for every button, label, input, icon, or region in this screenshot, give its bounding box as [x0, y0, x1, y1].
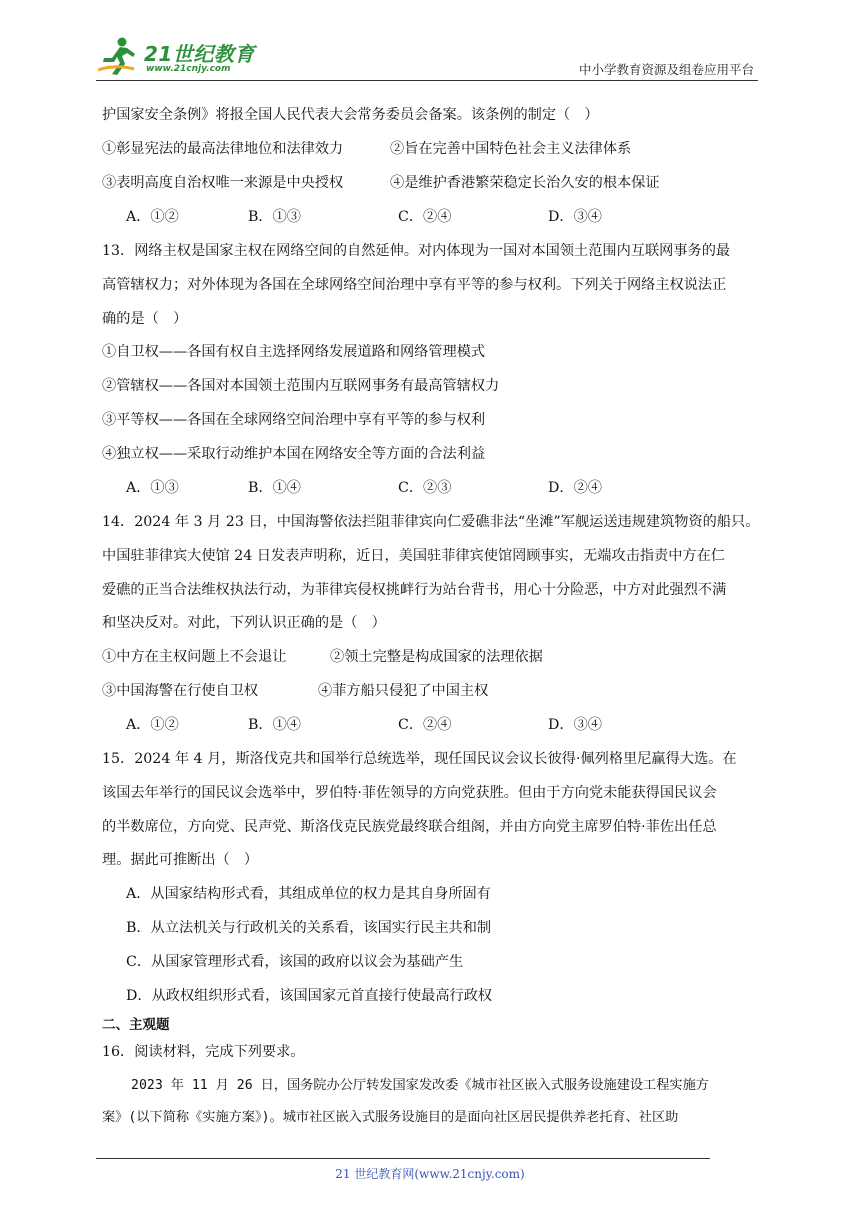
q12-option-a: A．①②: [126, 209, 179, 225]
q13-option-c: C．②③: [398, 480, 452, 496]
q13-item: ④独立权——采取行动维护本国在网络安全等方面的合法利益: [102, 446, 486, 462]
q16-material-line: 案》(以下简称《实施方案》)。城市社区嵌入式服务设施目的是面向社区居民提供养老托育、社区助: [102, 1110, 679, 1125]
q13-stem-line: 确的是（ ）: [102, 311, 188, 327]
q13-item: ②管辖权——各国对本国领土范围内互联网事务有最高管辖权力: [102, 378, 500, 394]
q14-item: ③中国海警在行使自卫权: [102, 683, 259, 699]
q13-option-b: B．①④: [248, 480, 301, 496]
q15-option-d: D．从政权组织形式看，该国国家元首直接行使最高行政权: [126, 988, 493, 1004]
q15-stem-line: 理。据此可推断出（ ）: [102, 852, 259, 868]
q14-stem-line: 和坚决反对。对此，下列认识正确的是（ ）: [102, 615, 386, 631]
q12-item: ②旨在完善中国特色社会主义法律体系: [390, 141, 632, 157]
site-logo: [96, 34, 266, 78]
q13-stem-line: 13．网络主权是国家主权在网络空间的自然延伸。对内体现为一国对本国领土范围内互联网事务的最: [102, 243, 731, 259]
q12-item: ①彰显宪法的最高法律地位和法律效力: [102, 141, 344, 157]
q15-option-b: B．从立法机关与行政机关的关系看，该国实行民主共和制: [126, 920, 492, 936]
q14-stem-line: 14．2024 年 3 月 23 日，中国海警依法拦阻菲律宾向仁爱礁非法“坐滩”军舰运送违规建筑物资的船只。: [102, 514, 760, 530]
q14-item: ②领土完整是构成国家的法理依据: [330, 649, 543, 665]
q13-stem-line: 高管辖权力；对外体现为各国在全球网络空间治理中享有平等的参与权利。下列关于网络主权说法正: [102, 277, 727, 293]
header-divider: [96, 80, 758, 81]
q16-material-line: 2023 年 11 月 26 日，国务院办公厅转发国家发改委《城市社区嵌入式服务设施建设工程实施方: [131, 1078, 709, 1093]
platform-name: 中小学教育资源及组卷应用平台: [578, 62, 754, 77]
q14-option-c: C．②④: [398, 717, 452, 733]
q14-item: ①中方在主权问题上不会退让: [102, 649, 287, 665]
q14-stem-line: 中国驻菲律宾大使馆 24 日发表声明称，近日，美国驻菲律宾使馆罔顾事实，无端攻击指责中方在仁: [102, 548, 725, 564]
q14-option-d: D．③④: [548, 717, 602, 733]
section-heading: 二、主观题: [102, 1017, 170, 1033]
q12-option-c: C．②④: [398, 209, 452, 225]
q12-option-d: D．③④: [548, 209, 602, 225]
logo-title: 21世纪教育: [144, 42, 255, 66]
q16-stem: 16．阅读材料，完成下列要求。: [102, 1044, 305, 1060]
q13-option-d: D．②④: [548, 480, 602, 496]
q12-option-b: B．①③: [248, 209, 301, 225]
q13-option-a: A．①③: [126, 480, 179, 496]
q14-stem-line: 爱礁的正当合法维权执法行动，为菲律宾侵权挑衅行为站台背书，用心十分险恶，中方对此强烈不满: [102, 582, 727, 598]
q15-stem-line: 15．2024 年 4 月，斯洛伐克共和国举行总统选举，现任国民议会议长彼得·佩列格里尼赢得大选。在: [102, 751, 737, 767]
footer-divider: [96, 1158, 710, 1159]
logo-url: www.21cnjy.com: [146, 64, 231, 74]
q12-stem-tail: 护国家安全条例》将报全国人民代表大会常务委员会备案。该条例的制定（ ）: [102, 107, 599, 123]
q15-option-a: A．从国家结构形式看，其组成单位的权力是其自身所固有: [126, 886, 491, 902]
footer-source: 21 世纪教育网(www.21cnjy.com): [335, 1167, 525, 1181]
q15-stem-line: 该国去年举行的国民议会选举中，罗伯特·菲佐领导的方向党获胜。但由于方向党未能获得国民议会: [102, 785, 717, 801]
runner-logo-icon: [98, 36, 136, 76]
q14-item: ④菲方船只侵犯了中国主权: [318, 683, 489, 699]
q14-option-a: A．①②: [126, 717, 179, 733]
q12-item: ④是维护香港繁荣稳定长治久安的根本保证: [390, 175, 660, 191]
page-header: [96, 34, 758, 80]
q13-item: ③平等权——各国在全球网络空间治理中享有平等的参与权利: [102, 412, 486, 428]
q14-option-b: B．①④: [248, 717, 301, 733]
q15-option-c: C．从国家管理形式看，该国的政府以议会为基础产生: [126, 954, 464, 970]
q15-stem-line: 的半数席位，方向党、民声党、斯洛伐克民族党最终联合组阁，并由方向党主席罗伯特·菲佐出任总: [102, 819, 717, 835]
q13-item: ①自卫权——各国有权自主选择网络发展道路和网络管理模式: [102, 344, 486, 360]
q12-item: ③表明高度自治权唯一来源是中央授权: [102, 175, 344, 191]
